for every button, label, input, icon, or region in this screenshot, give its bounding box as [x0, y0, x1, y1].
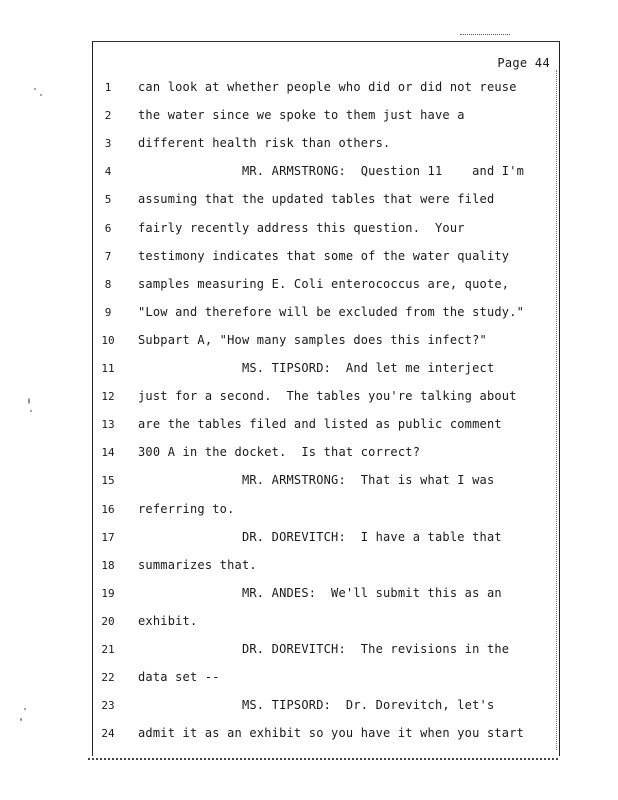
line-text: are the tables filed and listed as public comment — [138, 417, 502, 432]
page-number: Page 44 — [497, 56, 550, 70]
scan-speck — [20, 718, 22, 721]
line-number: 4 — [104, 165, 112, 179]
bottom-rule — [88, 758, 558, 760]
line-number: 1 — [104, 81, 112, 94]
line-text: admit it as an exhibit so you have it when you start — [138, 726, 525, 741]
line-number: 2 — [104, 109, 112, 123]
line-text: MR. ANDES: We'll submit this as an — [138, 585, 502, 600]
line-text: different health risk than others. — [138, 136, 391, 151]
line-text: DR. DOREVITCH: The revisions in the — [138, 642, 510, 656]
line-text: Subpart A, "How many samples does this infect?" — [138, 332, 487, 347]
line-text: samples measuring E. Coli enterococcus are, quote, — [138, 276, 510, 291]
line-number: 9 — [104, 305, 112, 319]
line-number: 19 — [101, 586, 115, 600]
line-text: fairly recently address this question. Your — [138, 220, 465, 235]
line-text: the water since we spoke to them just have a — [138, 108, 465, 123]
line-number: 17 — [101, 530, 115, 544]
line-text: data set -- — [138, 670, 220, 685]
line-text: "Low and therefore will be excluded from the study." — [138, 304, 525, 319]
line-number: 18 — [101, 558, 115, 572]
line-number: 6 — [104, 221, 112, 235]
scan-mark — [460, 34, 510, 35]
line-text: MR. ARMSTRONG: That is what I was — [138, 473, 495, 488]
line-text: assuming that the updated tables that were filed — [138, 192, 495, 207]
scan-speck — [24, 708, 26, 710]
line-text: exhibit. — [138, 613, 198, 628]
line-text: testimony indicates that some of the water quality — [138, 248, 510, 263]
line-text: MS. TIPSORD: And let me interject — [138, 361, 495, 375]
line-text: MS. TIPSORD: Dr. Dorevitch, let's — [138, 698, 495, 713]
line-number: 15 — [101, 474, 115, 488]
line-text: referring to. — [138, 501, 235, 516]
line-number: 16 — [101, 502, 115, 516]
scan-edge — [556, 70, 560, 750]
scan-speck — [30, 410, 32, 412]
line-number: 24 — [101, 727, 115, 741]
line-number: 20 — [101, 614, 115, 628]
scan-speck — [34, 88, 36, 90]
line-text: DR. DOREVITCH: I have a table that — [138, 529, 502, 544]
line-number: 10 — [101, 333, 115, 347]
line-number: 14 — [101, 446, 115, 460]
line-number: 12 — [101, 390, 115, 404]
line-number: 8 — [104, 277, 112, 291]
line-number: 3 — [104, 137, 112, 151]
line-text: can look at whether people who did or did not reuse — [138, 80, 517, 94]
line-number: 7 — [104, 249, 112, 263]
line-text: 300 A in the docket. Is that correct? — [138, 445, 421, 460]
scan-speck — [40, 94, 42, 96]
line-number: 13 — [101, 418, 115, 432]
line-number: 22 — [101, 671, 115, 685]
line-number: 23 — [101, 699, 115, 713]
line-text: summarizes that. — [138, 557, 257, 572]
line-number: 11 — [101, 362, 115, 375]
line-number: 5 — [104, 193, 112, 207]
line-number: 21 — [101, 643, 115, 656]
scan-speck — [28, 398, 30, 404]
line-text: MR. ARMSTRONG: Question 11 and I'm — [138, 164, 525, 179]
line-text: just for a second. The tables you're talking about — [138, 389, 517, 404]
